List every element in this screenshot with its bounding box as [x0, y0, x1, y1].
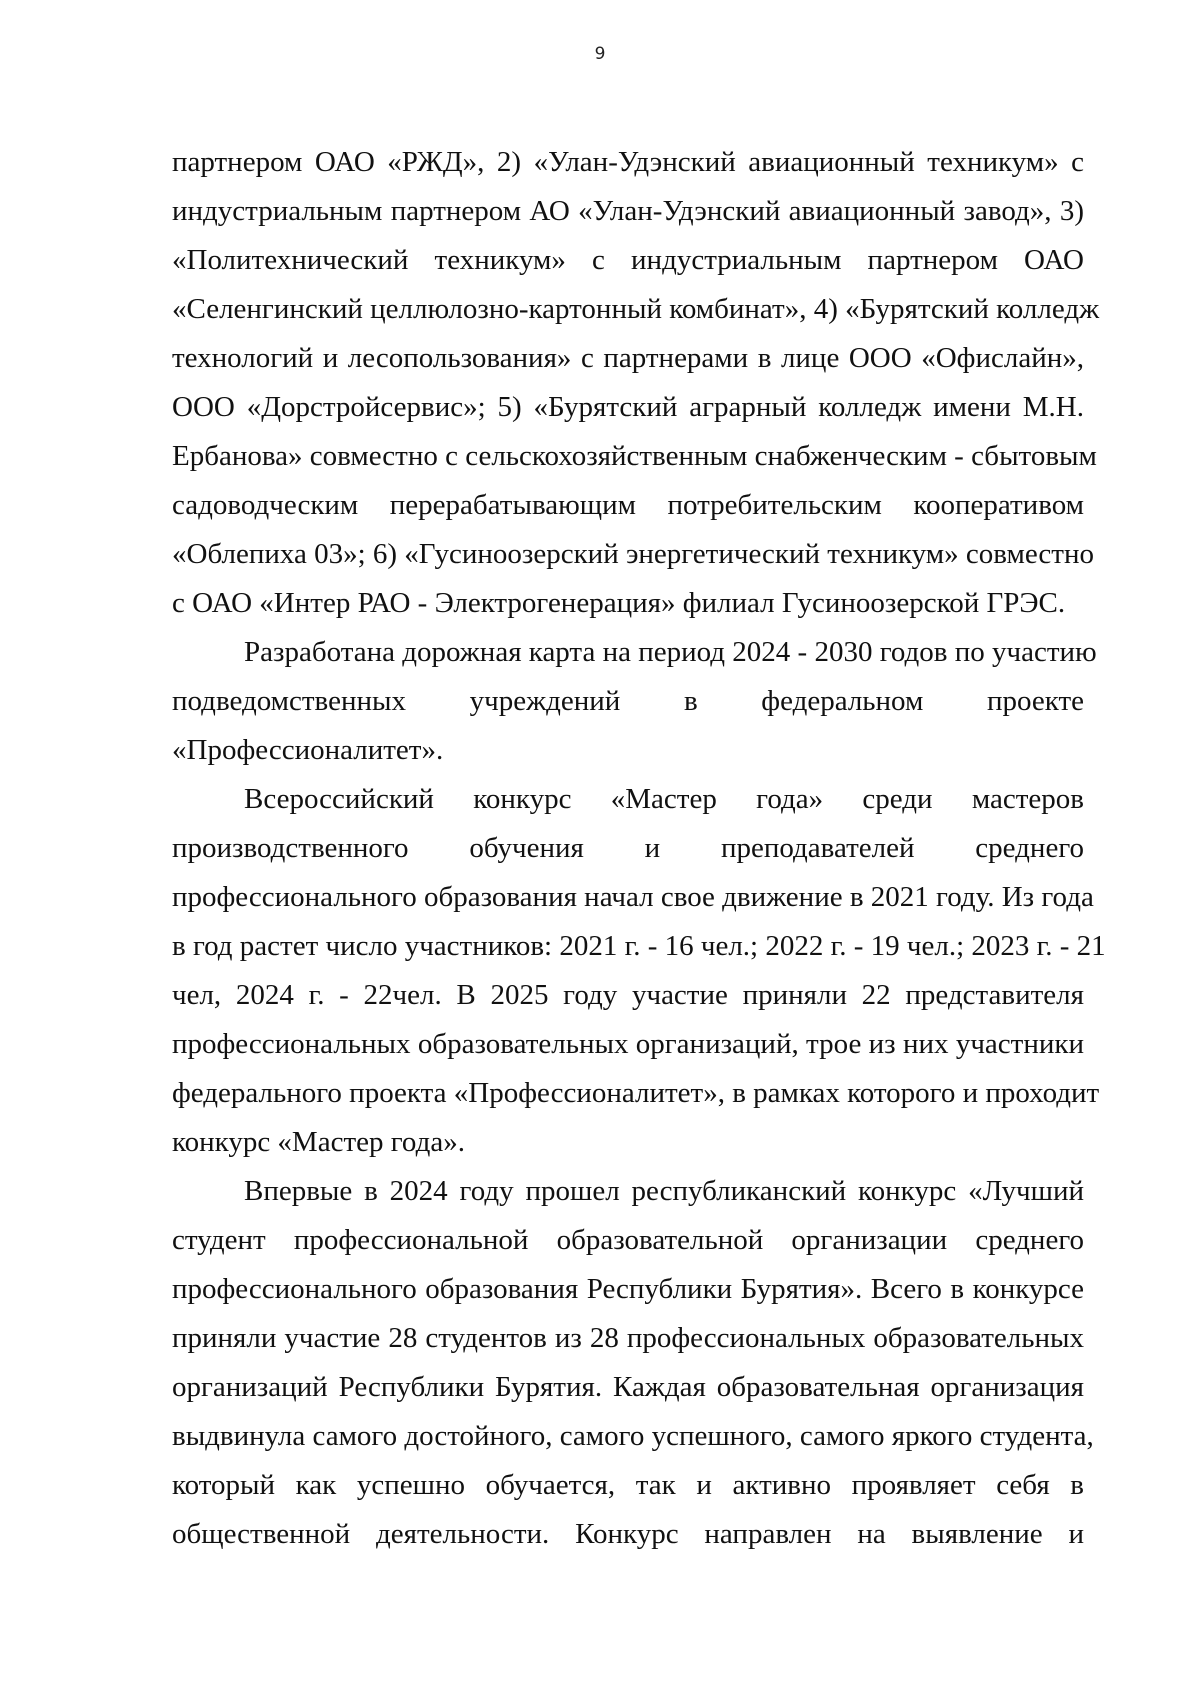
text-line: чел, 2024 г. - 22чел. В 2025 году участие приняли 22 представителя [172, 979, 1084, 1011]
text-line: федерального проекта «Профессионалитет», в рамках которого и проходит [172, 1077, 1100, 1109]
text-line: конкурс «Мастер года». [172, 1126, 465, 1158]
text-line: Всероссийский конкурс «Мастер года» среди мастеров [244, 783, 1084, 815]
text-line: студент профессиональной образовательной организации среднего [172, 1224, 1084, 1256]
text-line: «Профессионалитет». [172, 734, 444, 766]
text-line: общественной деятельности. Конкурс направлен на выявление и [172, 1518, 1084, 1550]
text-line: «Политехнический техникум» с индустриальным партнером ОАО [172, 244, 1084, 276]
text-line: профессионального образования начал свое движение в 2021 году. Из года [172, 881, 1094, 913]
text-line: производственного обучения и преподавателей среднего [172, 832, 1084, 864]
text-line: технологий и лесопользования» с партнерами в лице ООО «Офислайн», [172, 342, 1084, 374]
text-line: Ербанова» совместно с сельскохозяйственным снабженческим - сбытовым [172, 440, 1097, 472]
text-line: «Селенгинский целлюлозно-картонный комбинат», 4) «Бурятский колледж [172, 293, 1100, 325]
text-line: профессионального образования Республики Бурятия». Всего в конкурсе [172, 1273, 1084, 1305]
text-line: в год растет число участников: 2021 г. - 16 чел.; 2022 г. - 19 чел.; 2023 г. - 21 [172, 930, 1106, 962]
text-line: подведомственных учреждений в федеральном проекте [172, 685, 1084, 717]
text-line: индустриальным партнером АО «Улан-Удэнский авиационный завод», 3) [172, 195, 1084, 227]
body-text [172, 138, 1106, 1559]
text-line: организаций Республики Бурятия. Каждая образовательная организация [172, 1371, 1084, 1403]
text-line: приняли участие 28 студентов из 28 профессиональных образовательных [172, 1322, 1084, 1354]
text-line: ООО «Дорстройсервис»; 5) «Бурятский аграрный колледж имени М.Н. [172, 391, 1084, 423]
text-line: «Облепиха 03»; 6) «Гусиноозерский энергетический техникум» совместно [172, 538, 1094, 570]
text-line: с ОАО «Интер РАО - Электрогенерация» филиал Гусиноозерской ГРЭС. [172, 587, 1066, 619]
text-line: Впервые в 2024 году прошел республиканский конкурс «Лучший [244, 1175, 1084, 1207]
text-line: профессиональных образовательных организаций, трое из них участники [172, 1028, 1084, 1060]
text-line: садоводческим перерабатывающим потребительским кооперативом [172, 489, 1084, 521]
text-line: выдвинула самого достойного, самого успешного, самого яркого студента, [172, 1420, 1094, 1452]
page-number: 9 [594, 44, 606, 64]
text-line: Разработана дорожная карта на период 2024 - 2030 годов по участию [244, 636, 1097, 668]
text-line: партнером ОАО «РЖД», 2) «Улан-Удэнский авиационный техникум» с [172, 146, 1084, 178]
text-line: который как успешно обучается, так и активно проявляет себя в [172, 1469, 1084, 1501]
